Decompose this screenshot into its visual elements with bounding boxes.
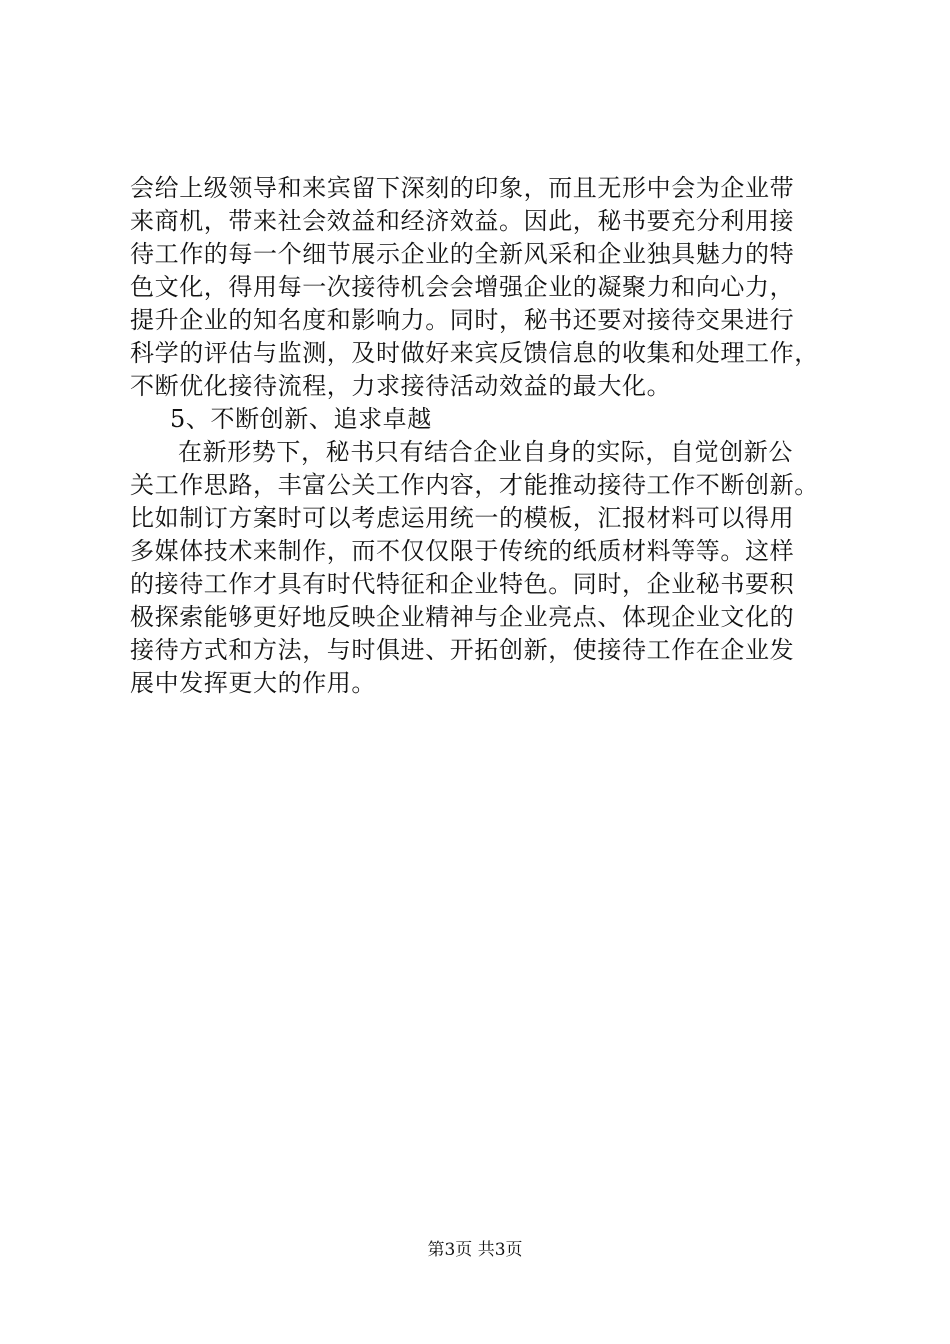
paragraph-2-line-8: 展中发挥更大的作用。 [130, 669, 376, 697]
paragraph-1-line-5: 提升企业的知名度和影响力。同时，秘书还要对接待交果进行 [130, 306, 795, 334]
paragraph-1-line-2: 来商机，带来社会效益和经济效益。因此，秘书要充分利用接 [130, 207, 795, 235]
paragraph-1-line-7: 不断优化接待流程，力求接待活动效益的最大化。 [130, 372, 672, 400]
paragraph-2-line-4: 多媒体技术来制作，而不仅仅限于传统的纸质材料等等。这样 [130, 537, 795, 565]
document-body [130, 172, 830, 700]
paragraph-1-line-3: 待工作的每一个细节展示企业的全新风采和企业独具魅力的特 [130, 240, 795, 268]
paragraph-1-line-6: 科学的评估与监测，及时做好来宾反馈信息的收集和处理工作， [130, 339, 819, 367]
page-number-footer: 第3页 共3页 [427, 1240, 523, 1260]
section-heading-5: 5、不断创新、追求卓越 [170, 405, 432, 433]
paragraph-2-line-1: 在新形势下，秘书只有结合企业自身的实际，自觉创新公 [178, 438, 793, 466]
paragraph-1-line-1: 会给上级领导和来宾留下深刻的印象，而且无形中会为企业带 [130, 174, 795, 202]
paragraph-2-line-5: 的接待工作才具有时代特征和企业特色。同时，企业秘书要积 [130, 570, 795, 598]
paragraph-2-line-7: 接待方式和方法，与时俱进、开拓创新，使接待工作在企业发 [130, 636, 795, 664]
paragraph-2-line-2: 关工作思路，丰富公关工作内容，才能推动接待工作不断创新。 [130, 471, 819, 499]
paragraph-1-line-4: 色文化，得用每一次接待机会会增强企业的凝聚力和向心力， [130, 273, 795, 301]
paragraph-2-line-3: 比如制订方案时可以考虑运用统一的模板，汇报材料可以得用 [130, 504, 795, 532]
paragraph-2-line-6: 极探索能够更好地反映企业精神与企业亮点、体现企业文化的 [130, 603, 795, 631]
